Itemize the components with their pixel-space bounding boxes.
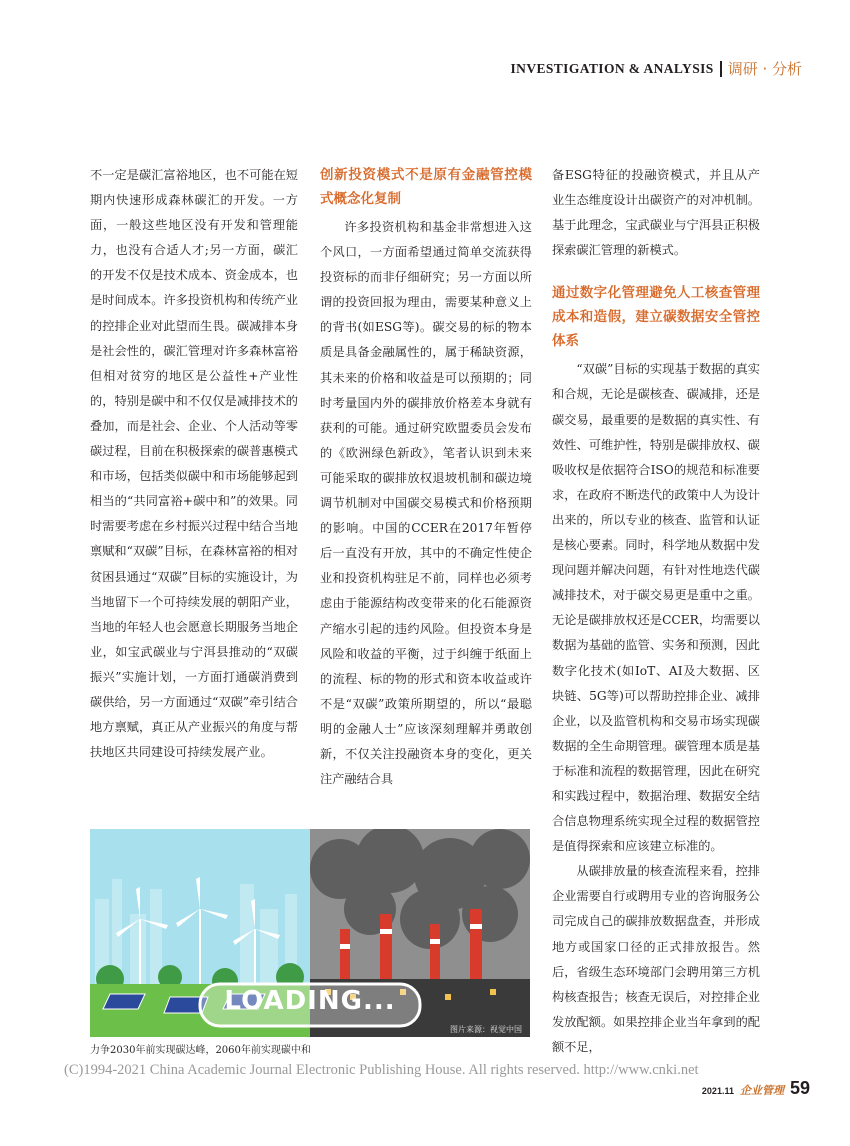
column-2: [320, 163, 532, 792]
header-divider: [720, 61, 722, 77]
col3-paragraph-1: 备ESG特征的投融资模式，并且从产业生态维度设计出碳资产的对冲机制。基于此理念，宝武碳业与宁洱县正积极探索碳汇管理的新模式。: [552, 168, 760, 258]
running-header: [511, 58, 802, 79]
magazine-name: 企业管理: [739, 1084, 784, 1097]
issue-date: 2021.11: [701, 1086, 734, 1096]
page-footer: [702, 1078, 810, 1099]
illustration-figure: [90, 829, 530, 1037]
section-heading-digital: 通过数字化管理避免人工核查管理成本和造假，建立碳数据安全管控体系: [552, 285, 760, 350]
header-chinese: 调研 · 分析: [727, 60, 802, 78]
col3-paragraph-3: 从碳排放量的核查流程来看，控排企业需要自行或聘用专业的咨询服务公司完成自己的碳排放数据盘查，并形成地方或国家口径的正式排放报告。然后，省级生态环境部门会聘用第三方机构核查报告；核查无误后，对控排企业发放配额。如果控排企业当年拿到的配额不足，: [552, 864, 760, 1054]
header-english: INVESTIGATION & ANALYSIS: [510, 60, 714, 76]
image-source: 图片来源：视觉中国: [450, 1025, 522, 1034]
col3-paragraph-2: “双碳”目标的实现基于数据的真实和合规，无论是碳核查、碳减排，还是碳交易，最重要的是数据的真实性、有效性、可维护性，特别是碳排放权、碳吸收权是依据符合ISO的规范和标准要求，在政府不断迭代的政策中人为设计出来的，所以专业的核查、监管和认证是核心要素。同时，科学地从数据中发现问题并解决问题，有针对性地迭代碳减排技术，对于碳交易更是重中之重。无论是碳排放权还是CCER，均需要以数据为基础的监管、实务和预测，因此数字化技术(如IoT、AI及大数据、区块链、5G等)可以帮助控排企业、减排企业，以及监管机构和交易市场实现碳数据的全生命期管理。碳管理本质是基于标准和流程的数据管理，因此在研究和实践过程中，数据治理、数据安全结合信息物理系统实现全过程的数据管控是值得探索和应该建立标准的。: [552, 362, 760, 854]
page-number: 59: [789, 1078, 810, 1098]
col1-paragraph: 不一定是碳汇富裕地区，也不可能在短期内快速形成森林碳汇的开发。一方面，一般这些地区没有开发和管理能力，也没有合适人才;另一方面，碳汇的开发不仅是技术成本、资金成本，也是时间成本。许多投资机构和传统产业的控排企业对此望而生畏。碳减排本身是社会性的，碳汇管理对许多森林富裕但相对贫穷的地区是公益性+产业性的，特别是碳中和不仅仅是减排技术的叠加，而是社会、企业、个人活动等零碳过程，目前在积极探索的碳普惠模式和市场，包括类似碳中和市场能够起到相当的“共同富裕+碳中和”的效果。同时需要考虑在乡村振兴过程中结合当地禀赋和“双碳”目标，在森林富裕的相对贫困县通过“双碳”目标的实施设计，为当地留下一个可持续发展的朝阳产业，当地的年轻人也会愿意长期服务当地企业，如宝武碳业与宁洱县推动的“双碳振兴”实施计划，一方面打通碳消费到碳供给，另一方面通过“双碳”牵引结合地方禀赋，真正从产业振兴的角度与帮扶地区共同建设可持续发展产业。: [90, 168, 298, 760]
column-1: [90, 163, 298, 765]
copyright-notice: (C)1994-2021 China Academic Journal Electronic Publishing House. All rights reserved. http://www.cnki.net: [64, 1062, 699, 1078]
section-heading-investment: 创新投资模式不是原有金融管控模式概念化复制: [320, 167, 532, 207]
loading-text: LOADING...: [224, 986, 396, 1016]
column-3: [552, 163, 760, 1060]
col2-paragraph: 许多投资机构和基金非常想进入这个风口，一方面希望通过简单交流获得投资标的而非仔细研究；另一方面以所谓的投资回报为理由，需要某种意义上的背书(如ESG等)。碳交易的标的物本质是具备金融属性的，属于稀缺资源，其未来的价格和收益是可以预期的；同时考量国内外的碳排放价格差本身就有获利的可能。通过研究欧盟委员会发布的《欧洲绿色新政》，笔者认识到未来可能采取的碳排放权退坡机制和碳边境调节机制对中国碳交易模式和价格预期的影响。中国的CCER在2017年暂停后一直没有开放，其中的不确定性使企业和投资机构驻足不前，同样也必须考虑由于能源结构改变带来的化石能源资产缩水引起的违约风险。但投资本身是风险和收益的平衡，过于纠缠于纸面上的流程、标的物的形式和资本收益或许不是“双碳”政策所期望的，所以“最聪明的金融人士”应该深刻理解并勇敢创新，不仅关注投融资本身的变化，更关注产融结合具: [320, 220, 532, 787]
figure-caption: 力争2030年前实现碳达峰，2060年前实现碳中和: [90, 1045, 311, 1056]
